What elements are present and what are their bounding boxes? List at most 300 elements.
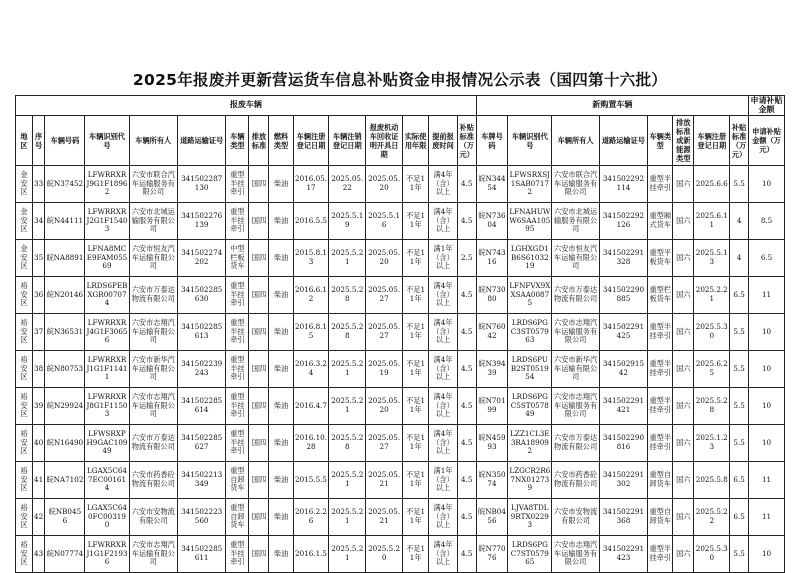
cell-vin: LFWRRXRJ2G1F15403 [85,203,129,240]
cell-new-std: 6.5 [730,499,749,536]
cell-plate: 皖N37452 [45,166,85,203]
cell-fuel: 柴油 [269,351,293,388]
cell-new-emission: 国六 [673,536,694,573]
cell-new-std: 5.5 [730,314,749,351]
cell-seq: 38 [32,351,45,388]
cell-district: 金安区 [16,203,33,240]
cell-new-permit: 341502292126 [599,203,647,240]
cell-new-plate: 皖N73080 [476,277,508,314]
cell-recycle-date: 2025.05.27 [366,277,403,314]
cell-scrap-std: 4.5 [457,203,476,240]
cell-new-std: 6.5 [730,462,749,499]
cell-new-emission: 国六 [673,240,694,277]
cell-type: 重型半挂牵引 [226,536,249,573]
cell-new-reg-date: 2025.1.23 [694,425,730,462]
cell-new-reg-date: 2025.5.8 [694,462,730,499]
cell-amount: 11 [749,499,785,536]
cell-scrap-date: 2025.5.21 [329,499,366,536]
cell-scrap-std: 4.5 [457,462,476,499]
cell-scrap-std: 4.5 [457,388,476,425]
cell-fuel: 柴油 [269,314,293,351]
cell-permit: 341502213349 [177,462,225,499]
cell-reg-date: 2015.5.5 [293,462,329,499]
cell-emission: 国四 [249,203,269,240]
cell-new-plate: 皖N34454 [476,166,508,203]
document-title: 2025年报废并更新营运货车信息补贴资金申报情况公示表（国四第十六批） [132,71,668,89]
cell-vin: LGAX5C647EC001614 [85,462,129,499]
cell-new-owner: 六安市志翔汽车运输服务有限公司 [552,388,599,425]
cell-new-permit: 341502290816 [599,425,647,462]
cell-vin: LRDS6PEBXGR007074 [85,277,129,314]
cell-used-years: 不足11年 [403,351,429,388]
cell-new-type: 重型平板货车 [648,240,673,277]
cell-used-years: 不足11年 [403,499,429,536]
cell-new-std: 5.5 [730,351,749,388]
cell-new-type: 重型半挂牵引 [648,425,673,462]
cell-new-emission: 国六 [673,462,694,499]
col-plate: 车辆号码 [45,116,85,166]
cell-new-type: 重型半挂牵引 [648,166,673,203]
cell-new-reg-date: 2025.5.30 [694,314,730,351]
table-row [16,240,785,277]
cell-scrap-date: 2025.5.21 [329,351,366,388]
col-permit: 道路运输证号 [177,116,225,166]
cell-vin: LFWRRXRJ1G1F21936 [85,536,129,573]
cell-fuel: 柴油 [269,388,293,425]
cell-reg-date: 2016.5.5 [293,203,329,240]
cell-new-owner: 六安市志翔汽车运输服务有限公司 [552,536,599,573]
cell-owner: 六安市志翔汽车运输有限公司 [129,536,177,573]
cell-early-years: 满4年（含）以上 [429,314,457,351]
cell-new-owner: 六安市万泰达物流有限公司 [552,425,599,462]
cell-new-std: 5.5 [730,388,749,425]
col-type: 车辆类型 [226,116,249,166]
cell-new-vin: LJVA8TDL9RTX02293 [508,499,552,536]
cell-amount: 10 [749,425,785,462]
cell-plate: 皖N16490 [45,425,85,462]
cell-fuel: 柴油 [269,277,293,314]
cell-plate: 皖NA7102 [45,462,85,499]
cell-seq: 41 [32,462,45,499]
cell-new-reg-date: 2025.2.21 [694,277,730,314]
cell-reg-date: 2016.1.5 [293,536,329,573]
col-new-emission: 排放标准或新能源类型 [673,116,694,166]
cell-recycle-date: 2025.05.27 [366,314,403,351]
cell-owner: 六安市志翔汽车运输有限公司 [129,388,177,425]
cell-type: 重型半挂牵引 [226,351,249,388]
cell-permit: 341502223560 [177,499,225,536]
table-row [16,425,785,462]
cell-new-type: 重型栏板货车 [648,277,673,314]
cell-vin: LFWSRXPH9GAC10949 [85,425,129,462]
cell-amount: 10 [749,166,785,203]
cell-new-emission: 国六 [673,425,694,462]
table-row [16,314,785,351]
cell-emission: 国四 [249,351,269,388]
cell-district: 裕安区 [16,499,33,536]
cell-new-emission: 国六 [673,388,694,425]
table-row [16,203,785,240]
cell-new-type: 重型厢式货车 [648,203,673,240]
cell-recycle-date: 2025.05.21 [366,462,403,499]
cell-new-type: 重型半挂牵引 [648,388,673,425]
table-row [16,462,785,499]
cell-recycle-date: 2025.5.16 [366,203,403,240]
cell-new-owner: 六安市安物流有限公司 [552,499,599,536]
cell-recycle-date: 2025.5.20 [366,536,403,573]
cell-emission: 国四 [249,277,269,314]
cell-scrap-date: 2025.5.28 [329,277,366,314]
cell-emission: 国四 [249,388,269,425]
cell-used-years: 不足11年 [403,240,429,277]
cell-recycle-date: 2025.05.19 [366,351,403,388]
cell-reg-date: 2016.10.28 [293,425,329,462]
cell-new-std: 4 [730,203,749,240]
cell-reg-date: 2016.05.17 [293,166,329,203]
cell-recycle-date: 2025.05.20 [366,388,403,425]
cell-scrap-date: 2025.5.21 [329,388,366,425]
cell-plate: 皖N07774 [45,536,85,573]
cell-seq: 42 [32,499,45,536]
cell-emission: 国四 [249,166,269,203]
cell-new-std: 5.5 [730,166,749,203]
table-row [16,351,785,388]
cell-owner: 六安市万泰达物流有限公司 [129,277,177,314]
cell-new-reg-date: 2025.6.25 [694,351,730,388]
cell-vin: LFWRRXRJ1G1F11411 [85,351,129,388]
cell-fuel: 柴油 [269,203,293,240]
cell-early-years: 满4年（含）以上 [429,499,457,536]
cell-new-vin: LRDS6PGC5ST057849 [508,388,552,425]
col-new-std: 补贴标准（万元） [730,116,749,166]
table-row [16,166,785,203]
col-scrap-std: 补贴标准（万元） [457,116,476,166]
cell-recycle-date: 2025.05.20 [366,240,403,277]
cell-fuel: 柴油 [269,499,293,536]
cell-permit: 341502285613 [177,314,225,351]
cell-fuel: 柴油 [269,166,293,203]
cell-seq: 39 [32,388,45,425]
cell-type: 重型半挂牵引 [226,314,249,351]
cell-reg-date: 2016.4.7 [293,388,329,425]
col-fuel: 燃料类型 [269,116,293,166]
cell-new-emission: 国六 [673,166,694,203]
cell-seq: 36 [32,277,45,314]
cell-owner: 六安市北城运输服务有限公司 [129,203,177,240]
cell-emission: 国四 [249,240,269,277]
cell-new-type: 重型半挂牵引 [648,314,673,351]
cell-district: 裕安区 [16,388,33,425]
cell-new-permit: 341502290885 [599,277,647,314]
cell-district: 裕安区 [16,351,33,388]
cell-early-years: 满4年（含）以上 [429,277,457,314]
col-new-type: 车辆类型 [648,116,673,166]
cell-scrap-date: 2025.5.21 [329,536,366,573]
cell-new-type: 重型自卸货车 [648,499,673,536]
cell-permit: 341502285611 [177,536,225,573]
cell-reg-date: 2016.8.15 [293,314,329,351]
cell-owner: 六安市联合汽车运输服务有限公司 [129,166,177,203]
cell-new-reg-date: 2025.5.22 [694,499,730,536]
cell-permit: 341502285630 [177,277,225,314]
col-owner: 车辆所有人 [129,116,177,166]
col-seq: 序号 [32,116,45,166]
group-new: 新购置车辆 [476,96,748,116]
cell-new-vin: LRDS6PGC7ST057965 [508,536,552,573]
cell-emission: 国四 [249,536,269,573]
cell-new-owner: 六安市新华汽车运输有限公司 [552,351,599,388]
cell-early-years: 满4年（含）以上 [429,425,457,462]
cell-district: 金安区 [16,240,33,277]
cell-recycle-date: 2025.05.20 [366,166,403,203]
cell-early-years: 满4年（含）以上 [429,203,457,240]
cell-amount: 10 [749,314,785,351]
subsidy-table [15,95,785,573]
cell-recycle-date: 2025.05.27 [366,425,403,462]
cell-reg-date: 2016.3.24 [293,351,329,388]
cell-type: 中型栏板货车 [226,240,249,277]
cell-new-plate: 皖N77076 [476,536,508,573]
col-emission: 排放标准 [249,116,269,166]
col-new-plate: 车牌号码 [476,116,508,166]
cell-new-plate: 皖N45993 [476,425,508,462]
cell-district: 裕安区 [16,277,33,314]
cell-used-years: 不足11年 [403,166,429,203]
cell-seq: 43 [32,536,45,573]
cell-new-reg-date: 2025.5.28 [694,388,730,425]
cell-new-permit: 341502291425 [599,314,647,351]
cell-scrap-std: 4.5 [457,425,476,462]
cell-new-permit: 341502292114 [599,166,647,203]
cell-new-vin: LZZ1CL3E3RA189092 [508,425,552,462]
cell-new-permit: 341502291302 [599,462,647,499]
cell-amount: 10 [749,536,785,573]
cell-used-years: 不足11年 [403,277,429,314]
cell-type: 重型半挂牵引 [226,425,249,462]
cell-vin: LFWRRXRJ4G1F30656 [85,314,129,351]
cell-new-vin: LGHXGD1B6S6103219 [508,240,552,277]
col-early-years: 提前报废时间 [429,116,457,166]
cell-type: 重型自卸货车 [226,462,249,499]
col-new-owner: 车辆所有人 [552,116,599,166]
cell-scrap-std: 2.5 [457,240,476,277]
cell-seq: 35 [32,240,45,277]
cell-new-std: 4 [730,240,749,277]
cell-used-years: 不足11年 [403,462,429,499]
cell-new-permit: 341502291328 [599,240,647,277]
cell-early-years: 满4年（含）以上 [429,166,457,203]
cell-owner: 六安市万泰达物流有限公司 [129,425,177,462]
cell-new-reg-date: 2025.5.13 [694,240,730,277]
cell-plate: 皖N20146 [45,277,85,314]
cell-used-years: 不足11年 [403,314,429,351]
cell-amount: 8.5 [749,203,785,240]
cell-early-years: 满1年（含）以上 [429,462,457,499]
cell-new-vin: LRDS6PGC3ST057963 [508,314,552,351]
cell-reg-date: 2016.2.26 [293,499,329,536]
cell-early-years: 满4年（含）以上 [429,388,457,425]
cell-district: 裕安区 [16,314,33,351]
col-new-permit: 道路运输证号 [599,116,647,166]
cell-scrap-std: 4.5 [457,166,476,203]
cell-early-years: 满1年（含）以上 [429,240,457,277]
cell-new-emission: 国六 [673,351,694,388]
cell-new-emission: 国六 [673,314,694,351]
cell-owner: 六安市安物流有限公司 [129,499,177,536]
cell-early-years: 满4年（含）以上 [429,351,457,388]
cell-scrap-date: 2025.5.28 [329,314,366,351]
cell-early-years: 满4年（含）以上 [429,536,457,573]
cell-scrap-date: 2025.5.19 [329,203,366,240]
cell-scrap-date: 2025.5.21 [329,240,366,277]
cell-scrap-std: 4.5 [457,499,476,536]
cell-owner: 六安市新华汽车运输有限公司 [129,351,177,388]
cell-new-vin: LFWSRXSJ1SAB07172 [508,166,552,203]
table-body [16,166,785,573]
col-reg-date: 车辆注册登记日期 [293,116,329,166]
cell-new-permit: 341502291421 [599,388,647,425]
cell-new-type: 重型半挂牵引 [648,351,673,388]
cell-new-type: 重型半挂牵引 [648,536,673,573]
table-row [16,536,785,573]
cell-new-plate: 皖N76042 [476,314,508,351]
cell-district: 裕安区 [16,462,33,499]
cell-emission: 国四 [249,314,269,351]
col-scrap-date: 车辆注销登记日期 [329,116,366,166]
cell-type: 重型自卸货车 [226,499,249,536]
col-vin: 车辆识别代号 [85,116,129,166]
cell-new-type: 重型自卸货车 [648,462,673,499]
cell-amount: 11 [749,462,785,499]
table-row [16,277,785,314]
col-recycle-date: 报废机动车回收证明开具日期 [366,116,403,166]
cell-seq: 33 [32,166,45,203]
group-subsidy: 申请补贴金额 [750,95,783,114]
cell-new-plate: 皖N73604 [476,203,508,240]
cell-plate: 皖N29924 [45,388,85,425]
cell-plate: 皖N80753 [45,351,85,388]
cell-emission: 国四 [249,425,269,462]
cell-seq: 37 [32,314,45,351]
cell-seq: 40 [32,425,45,462]
cell-new-plate: 皖N74316 [476,240,508,277]
cell-used-years: 不足11年 [403,203,429,240]
cell-permit: 341502285614 [177,388,225,425]
cell-used-years: 不足11年 [403,425,429,462]
cell-scrap-std: 4.5 [457,351,476,388]
cell-new-vin: LRDS6PUB2ST051954 [508,351,552,388]
cell-permit: 341502287130 [177,166,225,203]
cell-owner: 六安市药香砼物流有限公司 [129,462,177,499]
cell-used-years: 不足11年 [403,388,429,425]
cell-amount: 6.5 [749,240,785,277]
cell-new-std: 6.5 [730,277,749,314]
cell-district: 金安区 [16,166,33,203]
cell-new-owner: 六安市恒友汽车运输有限公司 [552,240,599,277]
cell-scrap-date: 2025.5.21 [329,462,366,499]
cell-permit: 341502276139 [177,203,225,240]
cell-new-owner: 六安市万泰达物流有限公司 [552,277,599,314]
table-row [16,388,785,425]
cell-vin: LFWRRXRJ9G1F18962 [85,166,129,203]
cell-type: 重型半挂牵引 [226,277,249,314]
group-scrapped: 报废车辆 [16,96,477,116]
cell-type: 重型半挂牵引 [226,166,249,203]
cell-new-std: 5.5 [730,536,749,573]
cell-vin: LFNA8MCE9FAM05569 [85,240,129,277]
cell-new-owner: 六安市北城运输服务有限公司 [552,203,599,240]
cell-emission: 国四 [249,499,269,536]
cell-new-vin: LFNFVX9XXSAA00875 [508,277,552,314]
cell-new-emission: 国六 [673,499,694,536]
cell-scrap-date: 2025.05.22 [329,166,366,203]
cell-seq: 34 [32,203,45,240]
col-district: 地区 [16,116,33,166]
cell-vin: LFWRRXRJ8G1F11503 [85,388,129,425]
cell-district: 裕安区 [16,536,33,573]
cell-reg-date: 2015.8.13 [293,240,329,277]
cell-new-reg-date: 2025.5.30 [694,536,730,573]
cell-fuel: 柴油 [269,462,293,499]
cell-new-permit: 341502291368 [599,499,647,536]
col-new-reg-date: 车辆注册登记日期 [694,116,730,166]
cell-new-plate: 皖N70199 [476,388,508,425]
cell-new-vin: LZGCR2R67NX012739 [508,462,552,499]
cell-new-emission: 国六 [673,203,694,240]
cell-new-emission: 国六 [673,277,694,314]
cell-fuel: 柴油 [269,425,293,462]
cell-scrap-date: 2025.5.28 [329,425,366,462]
cell-new-plate: 皖NB0456 [476,499,508,536]
cell-scrap-std: 4.5 [457,314,476,351]
cell-amount: 11 [749,277,785,314]
cell-new-permit: 34150291542 [599,351,647,388]
cell-fuel: 柴油 [269,536,293,573]
cell-amount: 10 [749,388,785,425]
cell-scrap-std: 4.5 [457,277,476,314]
table-row [16,499,785,536]
cell-district: 裕安区 [16,425,33,462]
col-used-years: 实际使用年限 [403,116,429,166]
cell-amount: 10 [749,351,785,388]
cell-permit: 341502285627 [177,425,225,462]
cell-type: 重型半挂牵引 [226,203,249,240]
cell-new-vin: LFNAHUWW6SAA10595 [508,203,552,240]
cell-plate: 皖NB0456 [45,499,85,536]
col-new-vin: 车辆识别代号 [508,116,552,166]
cell-new-reg-date: 2025.6.11 [694,203,730,240]
cell-new-owner: 六安市联合汽车运输服务有限公司 [552,166,599,203]
cell-plate: 皖N36531 [45,314,85,351]
cell-new-std: 5.5 [730,425,749,462]
cell-permit: 341502239243 [177,351,225,388]
cell-new-plate: 皖N39439 [476,351,508,388]
cell-permit: 341502274202 [177,240,225,277]
cell-used-years: 不足11年 [403,536,429,573]
cell-new-owner: 六安市药香砼物流有限公司 [552,462,599,499]
cell-new-plate: 皖N35074 [476,462,508,499]
cell-vin: LGAX5C640FC003190 [85,499,129,536]
cell-owner: 六安市恒友汽车运输有限公司 [129,240,177,277]
cell-type: 重型半挂牵引 [226,388,249,425]
cell-scrap-std: 4.5 [457,536,476,573]
cell-emission: 国四 [249,462,269,499]
cell-plate: 皖NA8891 [45,240,85,277]
cell-new-permit: 341502291423 [599,536,647,573]
cell-plate: 皖N44111 [45,203,85,240]
cell-reg-date: 2016.6.12 [293,277,329,314]
cell-owner: 六安市志翔汽车运输有限公司 [129,314,177,351]
